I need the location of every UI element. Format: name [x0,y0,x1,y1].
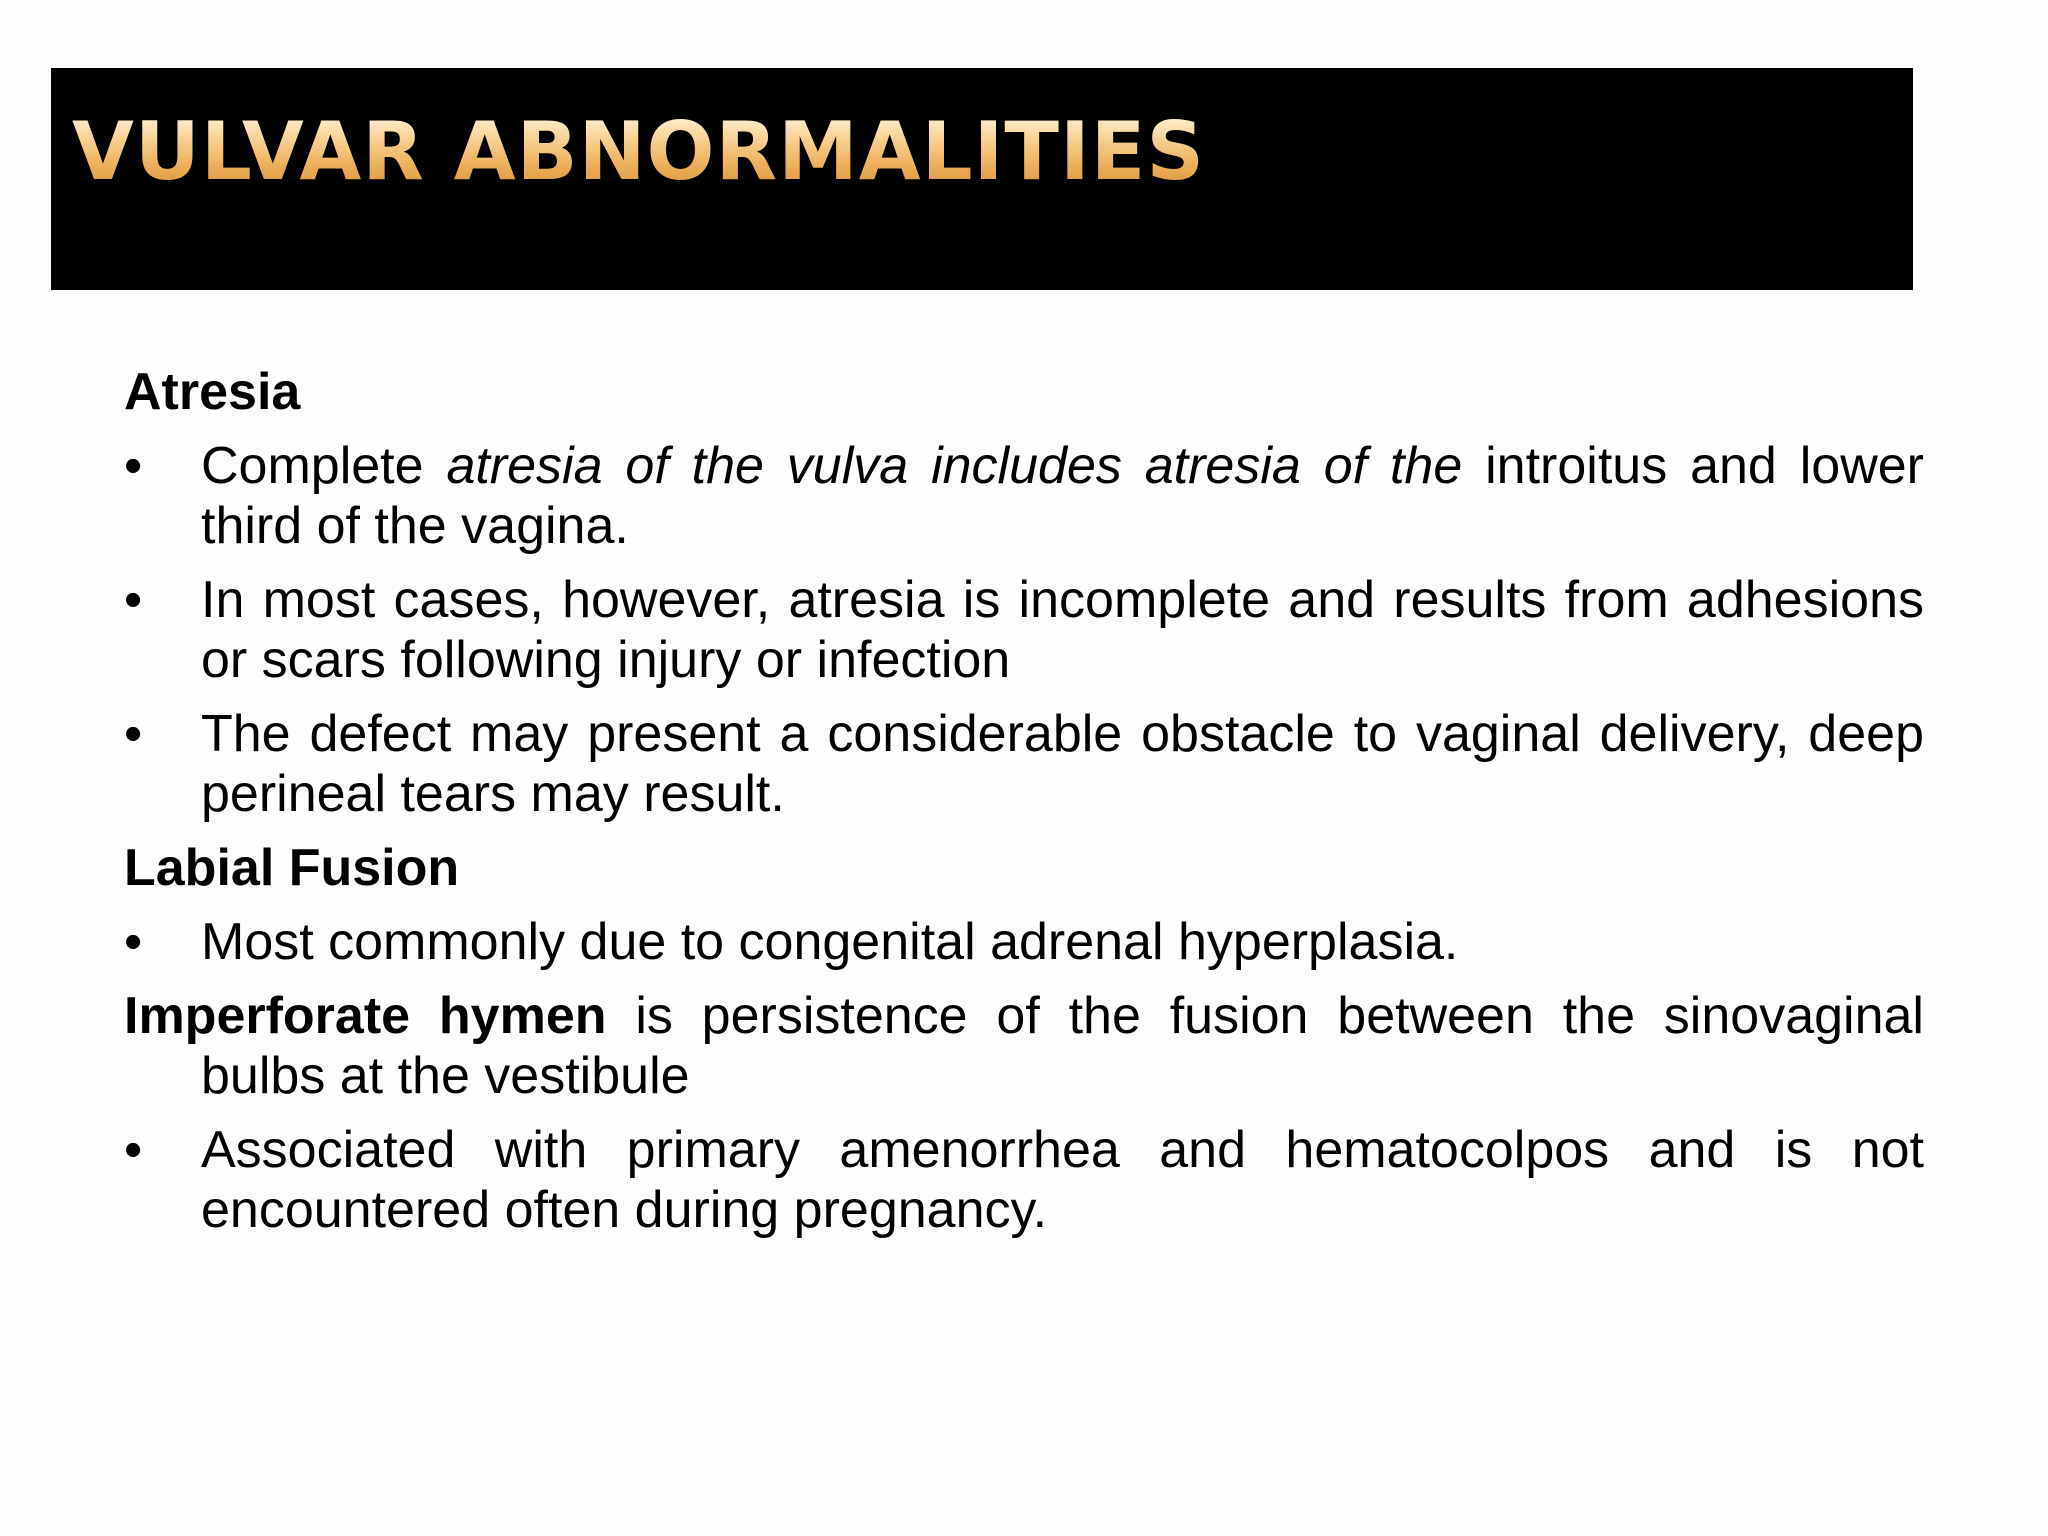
atresia-bullet-2 [124,570,1924,690]
atresia-bullet-1-italic: atresia of the vulva includes atresia of the [446,437,1463,495]
atresia-heading: Atresia [124,363,301,421]
imperforate-hymen-bullet-1 [124,1120,1924,1240]
bullet-marker: • [124,913,143,971]
imperforate-hymen-heading: Imperforate hymen [124,987,607,1045]
atresia-bullet-1-text-a: Complete [201,437,447,495]
labial-fusion-bullet-1 [124,912,1924,972]
atresia-bullet-3 [124,704,1924,824]
atresia-bullet-2-text: In most cases, however, atresia is incomplete and results from adhesions or scars following injury or infection [201,571,1924,689]
slide-body [124,362,1924,1254]
slide-title: VULVAR ABNORMALITIES [72,105,1206,198]
atresia-bullet-1 [124,436,1924,556]
imperforate-hymen-paragraph [124,986,1924,1106]
bullet-marker: • [124,1121,143,1179]
atresia-bullet-3-text: The defect may present a considerable obstacle to vaginal delivery, deep perineal tears may result. [201,705,1924,823]
imperforate-hymen-text: is persistence of the fusion between the sinovaginal bulbs at the vestibule [201,987,1924,1105]
bullet-marker: • [124,437,143,495]
labial-fusion-heading: Labial Fusion [124,839,460,897]
imperforate-hymen-bullet-1-text: Associated with primary amenorrhea and hematocolpos and is not encountered often during pregnancy. [201,1121,1924,1239]
labial-fusion-bullet-1-text: Most commonly due to congenital adrenal hyperplasia. [201,913,1459,971]
bullet-marker: • [124,571,143,629]
bullet-marker: • [124,705,143,763]
atresia-bullet-1-text-b: introitus and lower third of the vagina. [201,437,1924,555]
